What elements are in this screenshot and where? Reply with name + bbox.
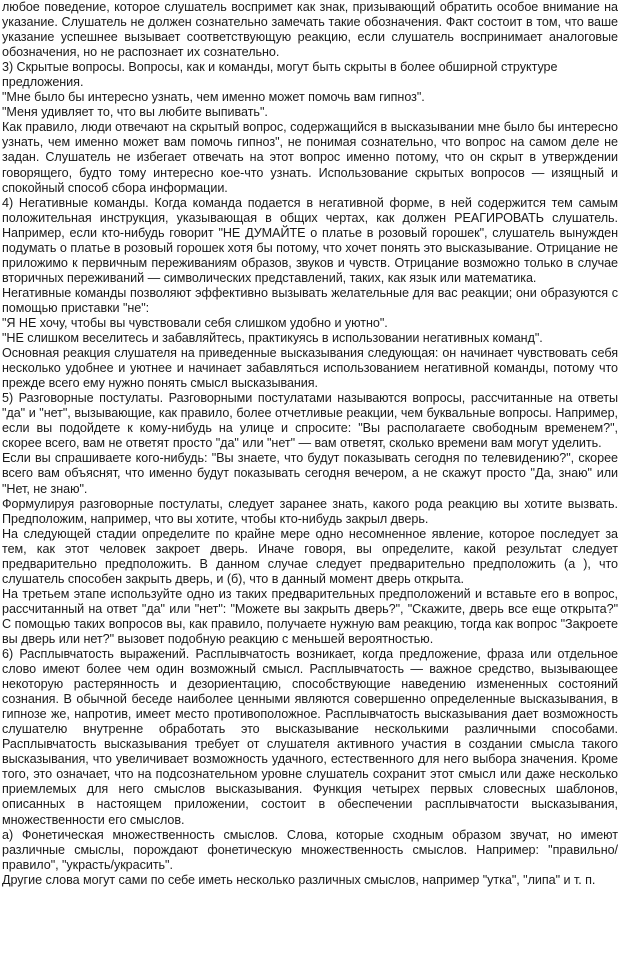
paragraph-negative-commands-heading: 4) Негативные команды. Когда команда подается в негативной форме, в ней содержится тем самым положительная инструкция, указывающая в общих чертах, как должен РЕАГИРОВАТЬ слушатель. Например, если кто-нибудь говорит "НЕ ДУМАЙТЕ о платье в розовый горошек", слушатель вынужден подумать о платье в розовый горошек хотя бы потому, что хочет понять это высказывание. Отрицание не приложимо к первичным переживаниям образов, звуков и чувств. Отрицание возможно только в случае вторичных переживаний — символических представлений, таких, как язык или математика.: [2, 195, 618, 285]
paragraph-hidden-questions-heading: 3) Скрытые вопросы. Вопросы, как и команды, могут быть скрыты в более обширной структуре предложения.: [2, 60, 558, 90]
paragraph-negative-command-example-2: "НЕ слишком веселитесь и забавляйтесь, практикуясь в использовании негативных команд".: [2, 331, 543, 346]
paragraph-negative-commands-usage: Негативные команды позволяют эффективно вызывать желательные для вас реакции; они образуются с помощью приставки "не":: [2, 285, 618, 315]
paragraph-conversational-postulates-third-stage: На третьем этапе используйте одно из таких предварительных предположений и вставьте его в вопрос, рассчитанный на ответ "да" или "нет": "Можете вы закрыть дверь?", "Скажите, дверь все еще открыта?" С помощью таких вопросов вы, как правило, получаете нужную вам реакцию, тогда как вопрос "Закроете вы дверь или нет?" вызовет подобную реакцию с меньшей вероятностью.: [2, 586, 618, 646]
paragraph-analog-marking-end: любое поведение, которое слушатель воспримет как знак, призывающий обратить особое внимание на указание. Слушатель не должен сознательно замечать такие обозначения. Факт состоит в том, что ваше указание успешнее вызывает соответствующую реакцию, если слушатель воспринимает аналоговые обозначения, но не распознает их сознательно.: [2, 0, 618, 60]
paragraph-hidden-question-example-1: "Мне было бы интересно узнать, чем именно может помочь вам гипноз".: [2, 90, 425, 105]
paragraph-ambiguity-heading: 6) Расплывчатость выражений. Расплывчатость возникает, когда предложение, фраза или отдельное слово имеют более чем один возможный смысл. Расплывчатость — важное средство, вызывающее некоторую растерянность и дезориентацию, способствующие наведению измененных состояний сознания. В обычной беседе наиболее ценными являются совершенно определенные высказывания, в гипнозе же, напротив, имеет место противоположное. Расплывчатость высказывания дает возможность слушателю внутренне обработать это высказывание несколькими различными способами. Расплывчатость высказывания требует от слушателя активного участия в создании смысла такого высказывания, что увеличивает возможность удачного, естественного для него выбора значения. Кроме того, это означает, что на подсознательном уровне слушатель сохранит этот смысл или даже несколько приемлемых для него смыслов высказывания. Функция четырех первых словесных шаблонов, описанных в настоящем приложении, состоит в обеспечении расплывчатости высказывания, множественности его смыслов.: [2, 647, 618, 827]
paragraph-negative-command-example-1: "Я НЕ хочу, чтобы вы чувствовали себя слишком удобно и уютно".: [2, 315, 388, 330]
paragraph-conversational-postulates-heading: 5) Разговорные постулаты. Разговорными постулатами называются вопросы, рассчитанные на ответы "да" и "нет", вызывающие, как правило, более отчетливые реакции, чем буквальные вопросы. Например, если вы подойдете к кому-нибудь на улице и спросите: "Вы располагаете свободным временем?", скорее всего, вам не ответят просто "да" или "нет" — вам ответят, сколько времени вам могут уделить.: [2, 391, 618, 451]
paragraph-conversational-postulates-next-stage: На следующей стадии определите по крайне мере одно несомненное явление, которое последует за тем, как этот человек закроет дверь. Иначе говоря, вы определите, какой результат следует предварительно предположить. В данном случае следует предварительно предположить (а ), что слушатель способен закрыть дверь, и (б), что в данный момент дверь открыта.: [2, 526, 618, 586]
paragraph-conversational-postulates-tv-example: Если вы спрашиваете кого-нибудь: "Вы знаете, что будут показывать сегодня по телевидению?", скорее всего вам объяснят, что именно будут показывать сегодня вечером, а не скажут просто "Да, знаю" или "Нет, не знаю".: [2, 451, 618, 496]
paragraph-hidden-question-example-2: "Меня удивляет то, что вы любите выпивать".: [2, 105, 268, 120]
paragraph-multiple-meanings-words: Другие слова могут сами по себе иметь несколько различных смыслов, например "утка", "липа" и т. п.: [2, 872, 596, 887]
paragraph-negative-commands-reaction: Основная реакция слушателя на приведенные высказывания следующая: он начинает чувствовать себя несколько удобнее и уютнее и начинает забавляться использованием негативной команды, потому что прежде всего ему нужно понять смысл высказывания.: [2, 346, 618, 391]
paragraph-hidden-questions-explanation: Как правило, люди отвечают на скрытый вопрос, содержащийся в высказывании мне было бы интересно узнать, чем именно может вам помочь гипноз", не понимая сознательно, что вопрос на самом деле не задан. Слушатель не избегает отвечать на этот вопрос именно потому, что он скрыт в утверждении говорящего, будто тому интересно кое-что узнать. Использование скрытых вопросов — изящный и спокойный способ сбора информации.: [2, 120, 618, 195]
paragraph-phonetic-ambiguity: а) Фонетическая множественность смыслов. Слова, которые сходным образом звучат, но имеют различные смыслы, порождают фонетическую множественность смыслов. Например: "правильно/правило", "украсть/украсить".: [2, 827, 618, 872]
paragraph-conversational-postulates-formulation: Формулируя разговорные постулаты, следует заранее знать, какого рода реакцию вы хотите вызвать. Предположим, например, что вы хотите, чтобы кто-нибудь закрыл дверь.: [2, 496, 618, 526]
